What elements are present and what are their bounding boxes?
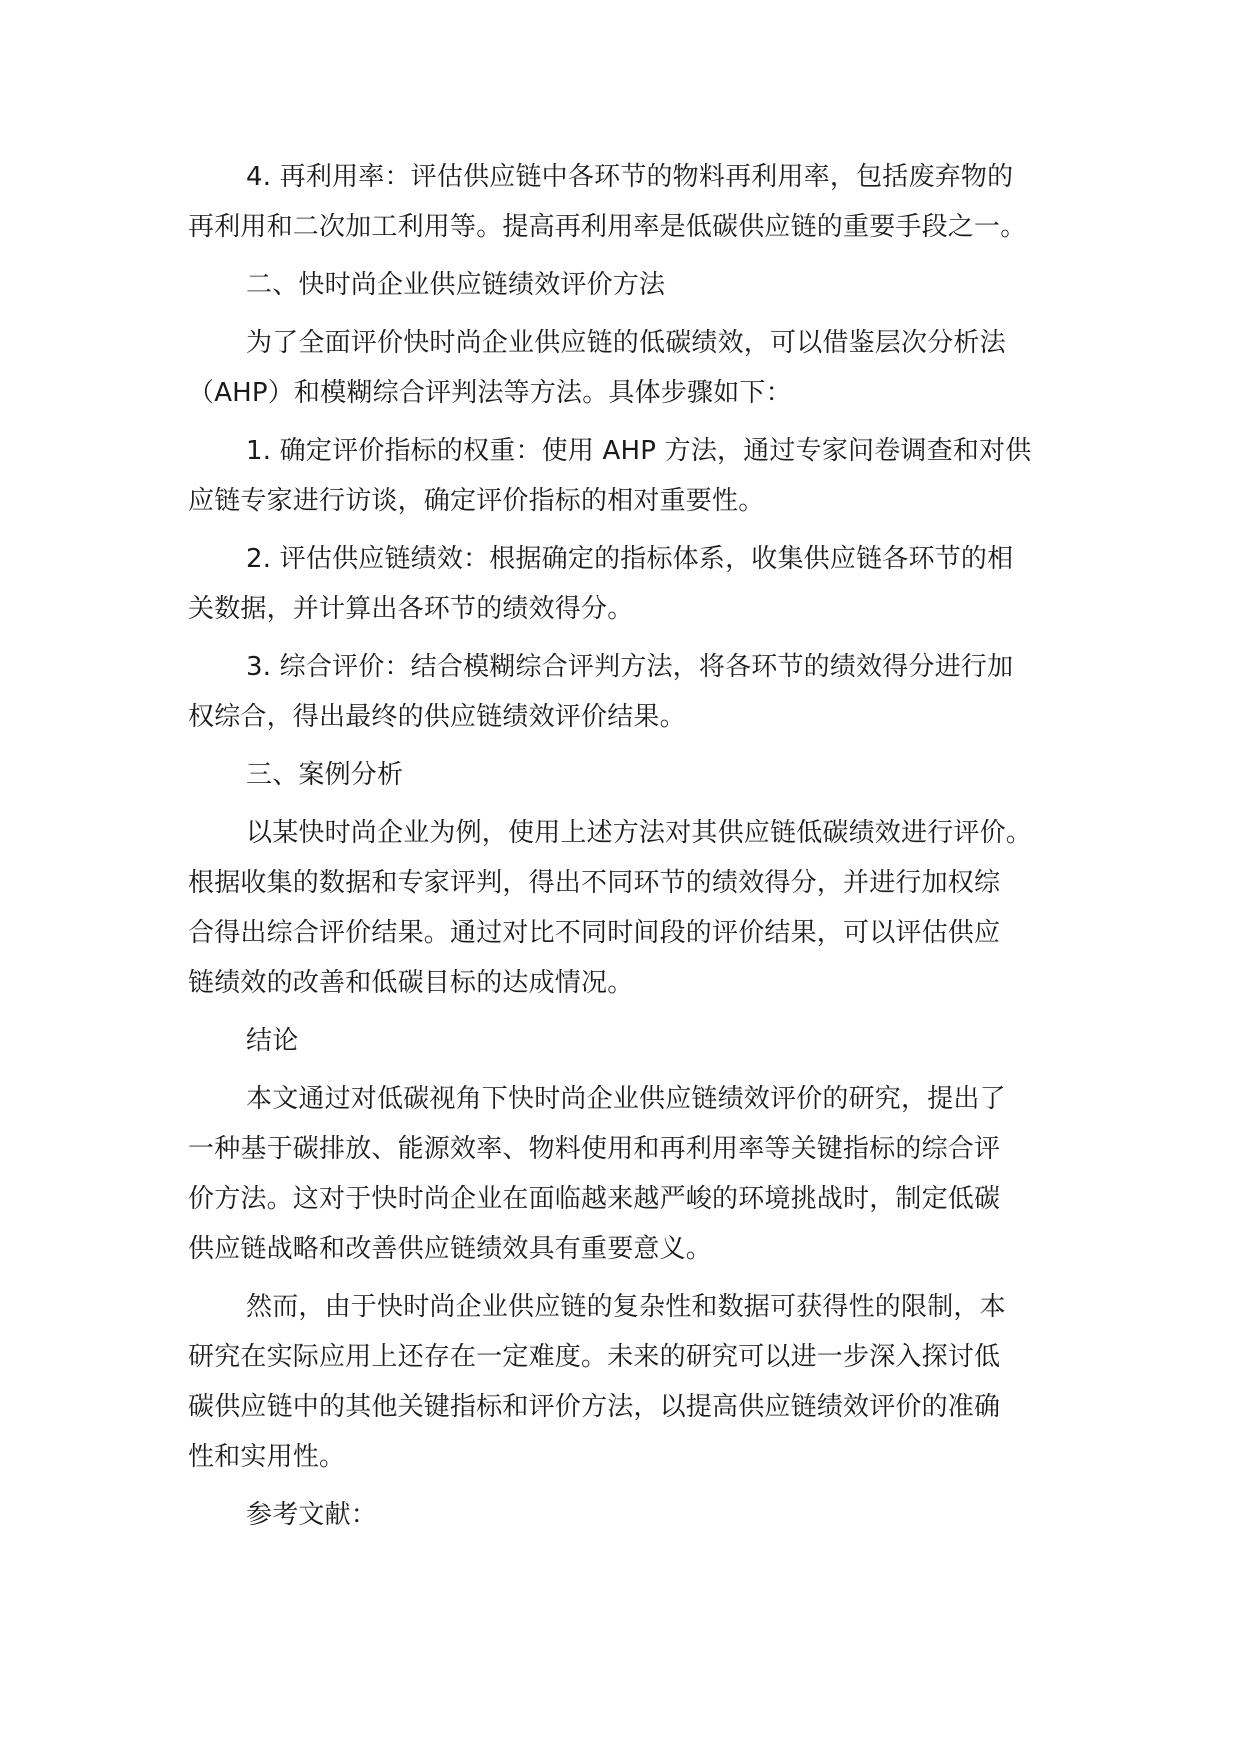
text-line: 3. 综合评价：结合模糊综合评判方法，将各环节的绩效得分进行加 bbox=[246, 652, 1014, 682]
text-line: 以某快时尚企业为例，使用上述方法对其供应链低碳绩效进行评价。 bbox=[246, 818, 1033, 848]
text-line: 本文通过对低碳视角下快时尚企业供应链绩效评价的研究，提出了 bbox=[246, 1084, 1006, 1114]
text-line: 4. 再利用率：评估供应链中各环节的物料再利用率，包括废弃物的 bbox=[246, 162, 1014, 192]
section-heading: 三、案例分析 bbox=[246, 760, 404, 790]
text-line: 然而，由于快时尚企业供应链的复杂性和数据可获得性的限制，本 bbox=[246, 1292, 1006, 1322]
text-line: 权综合，得出最终的供应链绩效评价结果。 bbox=[188, 702, 686, 732]
text-line: 一种基于碳排放、能源效率、物料使用和再利用率等关键指标的综合评 bbox=[188, 1134, 1001, 1164]
text-line: 应链专家进行访谈，确定评价指标的相对重要性。 bbox=[188, 486, 765, 516]
text-line: 关数据，并计算出各环节的绩效得分。 bbox=[188, 594, 634, 624]
text-line: 2. 评估供应链绩效：根据确定的指标体系，收集供应链各环节的相 bbox=[246, 544, 1014, 574]
text-line: 根据收集的数据和专家评判，得出不同环节的绩效得分，并进行加权综 bbox=[188, 868, 1001, 898]
text-line: （AHP）和模糊综合评判法等方法。具体步骤如下： bbox=[188, 378, 792, 408]
text-line: 供应链战略和改善供应链绩效具有重要意义。 bbox=[188, 1234, 713, 1264]
text-line: 1. 确定评价指标的权重：使用 AHP 方法，通过专家问卷调查和对供 bbox=[246, 436, 1032, 466]
text-line: 性和实用性。 bbox=[188, 1442, 346, 1472]
text-line: 碳供应链中的其他关键指标和评价方法，以提高供应链绩效评价的准确 bbox=[188, 1392, 1001, 1422]
text-line: 研究在实际应用上还存在一定难度。未来的研究可以进一步深入探讨低 bbox=[188, 1342, 1001, 1372]
text-line: 价方法。这对于快时尚企业在面临越来越严峻的环境挑战时，制定低碳 bbox=[188, 1184, 1001, 1214]
text-line: 链绩效的改善和低碳目标的达成情况。 bbox=[188, 968, 634, 998]
section-heading: 结论 bbox=[246, 1026, 299, 1056]
text-line: 为了全面评价快时尚企业供应链的低碳绩效，可以借鉴层次分析法 bbox=[246, 328, 1006, 358]
references-heading: 参考文献： bbox=[246, 1500, 378, 1530]
text-line: 再利用和二次加工利用等。提高再利用率是低碳供应链的重要手段之一。 bbox=[188, 212, 1027, 242]
section-heading: 二、快时尚企业供应链绩效评价方法 bbox=[246, 270, 666, 300]
text-line: 合得出综合评价结果。通过对比不同时间段的评价结果，可以评估供应 bbox=[188, 918, 1001, 948]
